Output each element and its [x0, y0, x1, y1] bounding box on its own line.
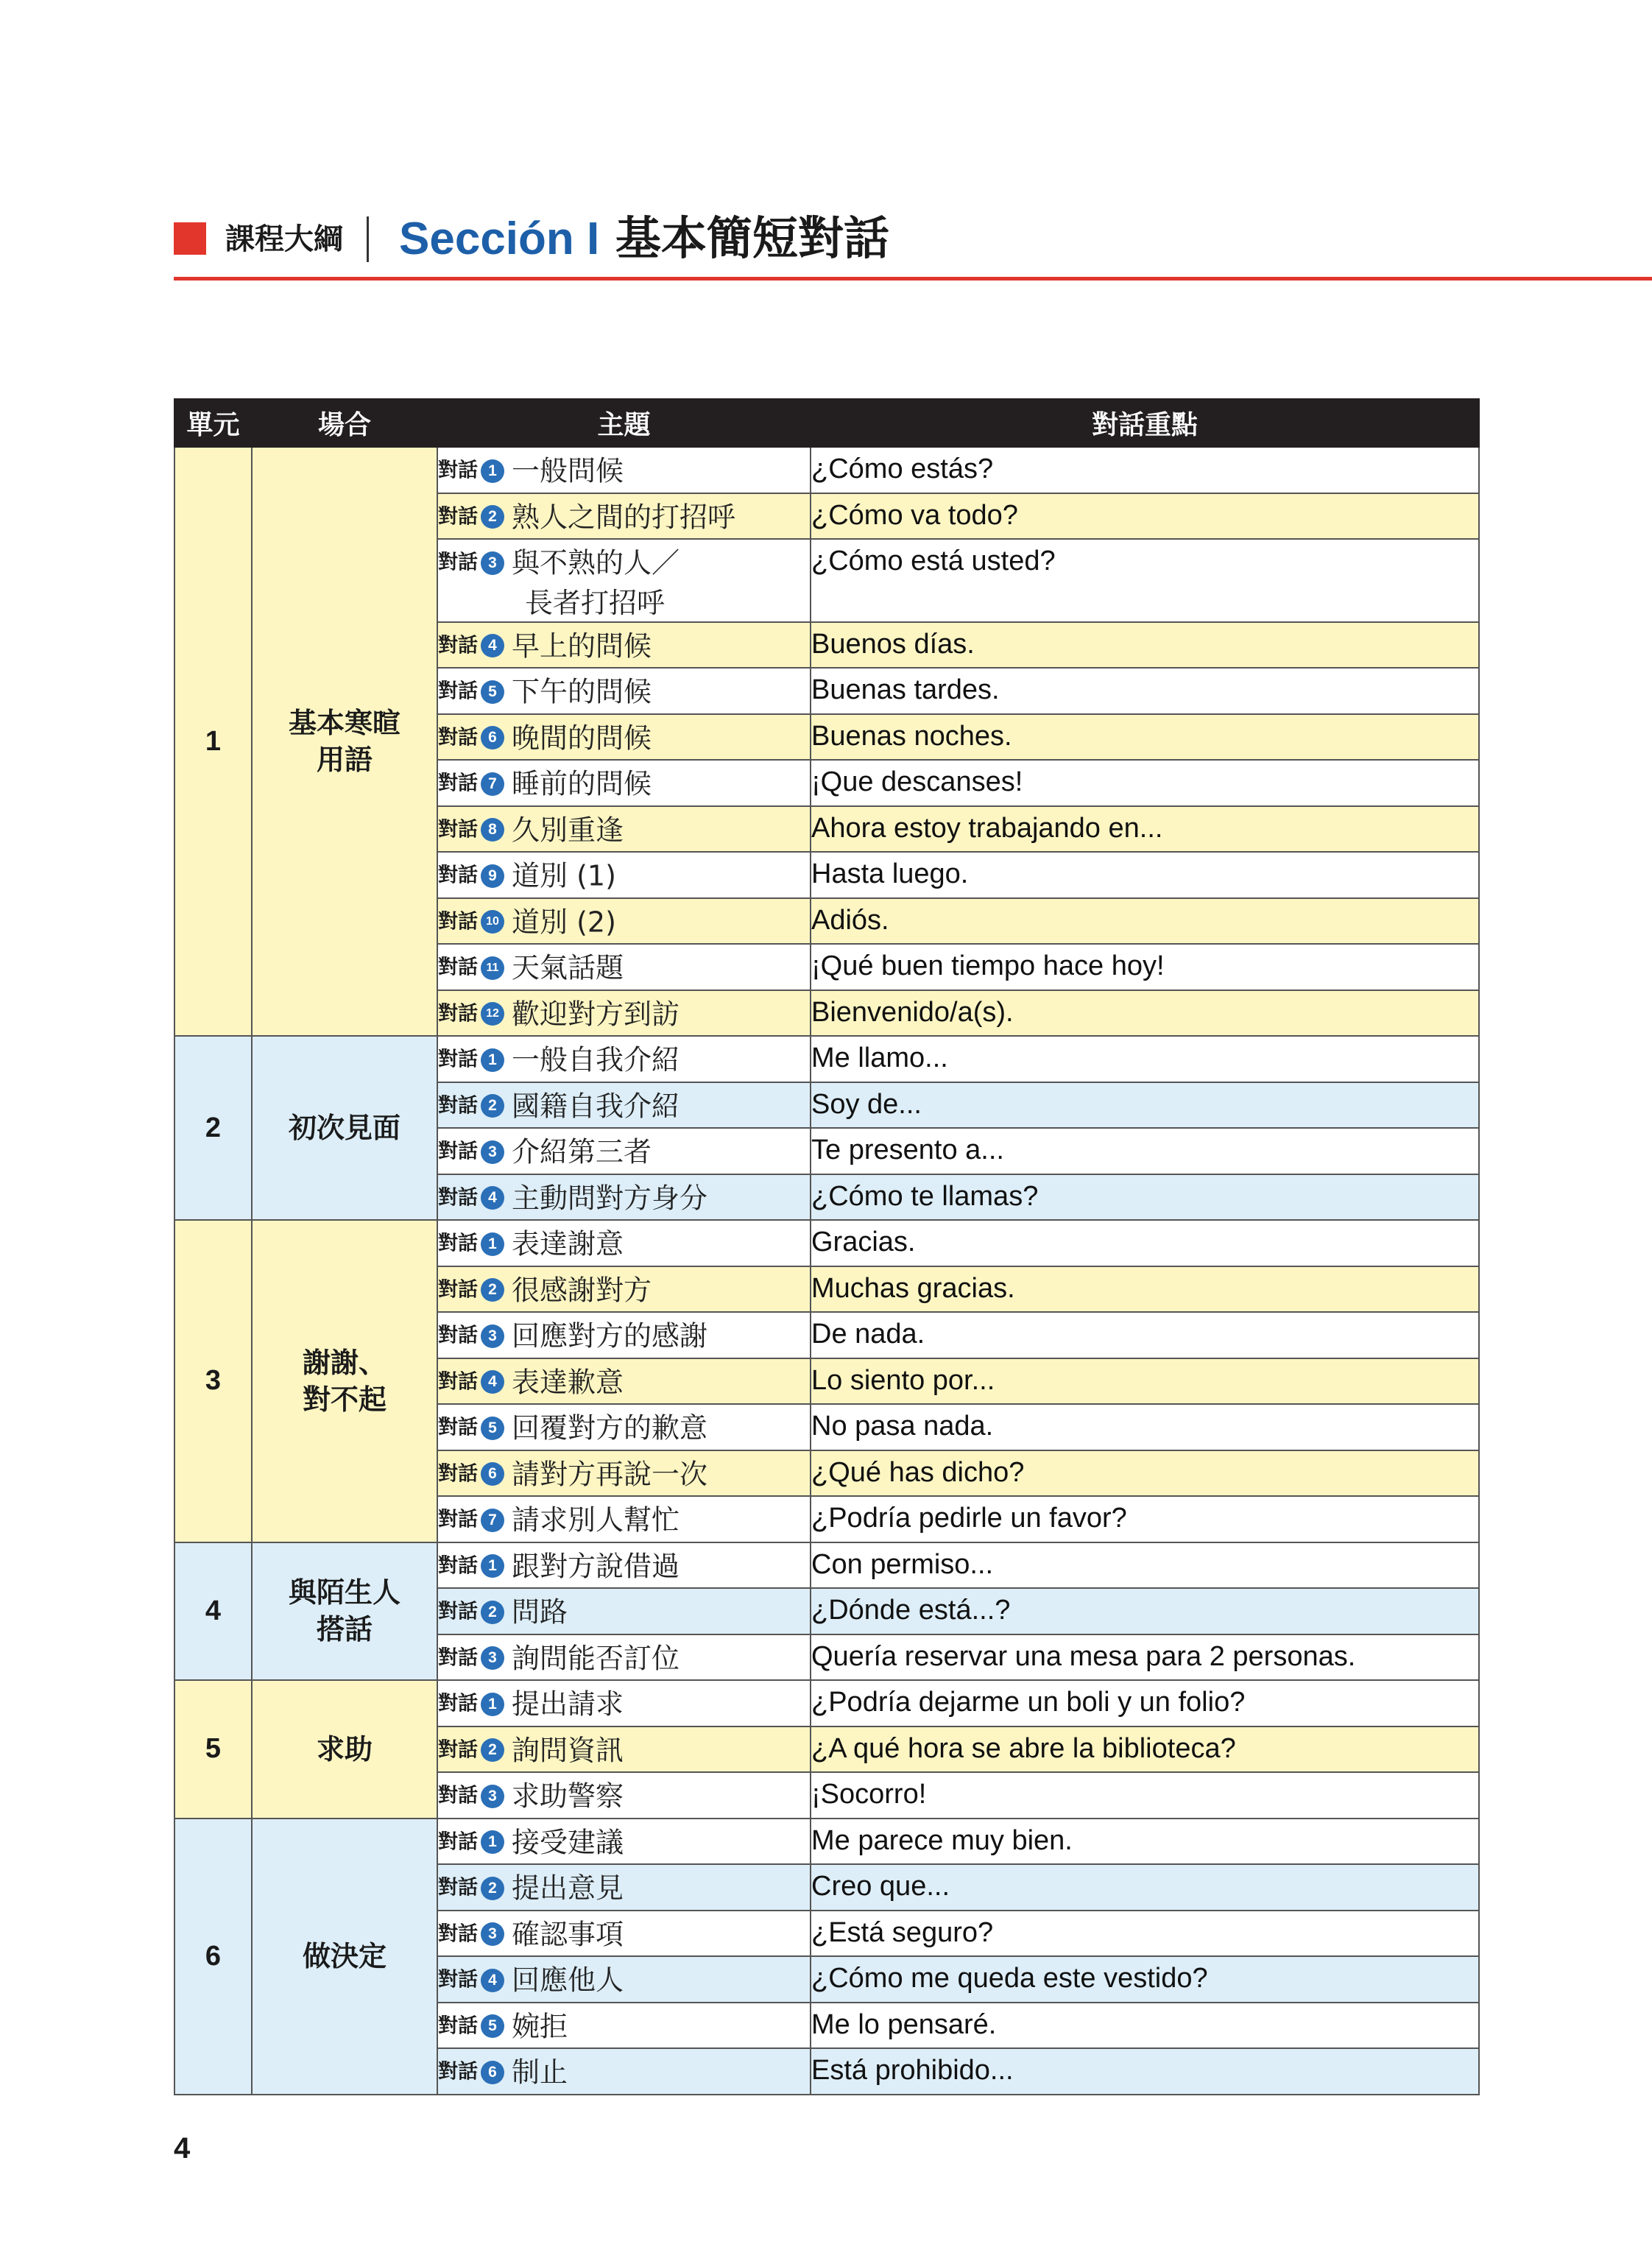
- red-square-marker: [174, 222, 206, 255]
- topic-text: 請求別人幫忙: [512, 1503, 680, 1537]
- occasion-line: 用語: [316, 744, 373, 776]
- topic-text: 回應對方的感謝: [512, 1319, 708, 1352]
- page-title: [399, 211, 889, 267]
- occasion-line: 與陌生人: [288, 1576, 400, 1609]
- key-phrase-cell: Lo siento por...: [811, 1358, 1479, 1405]
- key-phrase-cell: ¡Qué buen tiempo hace hoy!: [811, 944, 1479, 990]
- dialog-label: 對話: [438, 1416, 478, 1439]
- dialog-label: 對話: [438, 1508, 478, 1531]
- dialog-label: 對話: [438, 2014, 478, 2037]
- topic-text: 晚間的問候: [512, 722, 652, 754]
- dialog-number-badge: 8: [481, 818, 504, 842]
- table-row: [174, 1036, 1479, 1082]
- topic-cell: [437, 1864, 811, 1911]
- key-phrase-cell: De nada.: [811, 1312, 1479, 1358]
- key-phrase-cell: Gracias.: [811, 1220, 1479, 1266]
- header-key-phrase: 對話重點: [811, 399, 1479, 447]
- dialog-number-badge: 1: [481, 1048, 504, 1072]
- dialog-label: 對話: [438, 1738, 478, 1761]
- dialog-number-badge: 4: [481, 1370, 504, 1394]
- topic-cell: [437, 990, 811, 1037]
- header-divider: [367, 216, 369, 262]
- dialog-number-badge: 3: [481, 1922, 504, 1946]
- unit-number: 4: [174, 1542, 252, 1681]
- topic-text: 早上的問候: [512, 629, 652, 662]
- dialog-number-badge: 2: [481, 1877, 504, 1900]
- unit-number: 3: [174, 1220, 252, 1542]
- unit-number: 1: [174, 447, 252, 1036]
- dialog-number-badge: 1: [481, 1693, 504, 1716]
- topic-cell: [437, 898, 811, 945]
- dialog-label: 對話: [438, 1646, 478, 1669]
- dialog-label: 對話: [438, 1830, 478, 1853]
- topic-text: 天氣話題: [512, 951, 624, 984]
- dialog-number-badge: 5: [481, 680, 504, 704]
- topic-cell: [437, 1266, 811, 1313]
- unit-group-5: [174, 1680, 1479, 1819]
- dialog-number-badge: 7: [481, 772, 504, 796]
- dialog-number-badge: 3: [481, 1785, 504, 1808]
- topic-cell: [437, 760, 811, 806]
- topic-cell: [437, 714, 811, 761]
- dialog-number-badge: 1: [481, 1830, 504, 1854]
- occasion-line: 謝謝、: [302, 1346, 386, 1379]
- topic-cell: [437, 1128, 811, 1174]
- dialog-label: 對話: [438, 910, 478, 933]
- occasion-cell: [252, 447, 437, 1036]
- key-phrase-cell: ¿Cómo va todo?: [811, 493, 1479, 540]
- key-phrase-cell: Buenas tardes.: [811, 668, 1479, 714]
- topic-cell: [437, 1358, 811, 1405]
- topic-cell: [437, 1956, 811, 2003]
- key-phrase-cell: Ahora estoy trabajando en...: [811, 806, 1479, 853]
- topic-text: 與不熟的人／: [512, 546, 680, 579]
- course-outline-table: [174, 398, 1480, 2095]
- dialog-label: 對話: [438, 505, 478, 528]
- dialog-label: 對話: [438, 1278, 478, 1301]
- unit-group-6: [174, 1819, 1479, 2095]
- topic-cell: [437, 668, 811, 714]
- topic-text: 求助警察: [512, 1779, 624, 1813]
- unit-group-2: [174, 1036, 1479, 1220]
- dialog-label: 對話: [438, 1048, 478, 1071]
- dialog-number-badge: 6: [481, 2061, 504, 2084]
- table-row: [174, 1680, 1479, 1726]
- occasion-line: 搭話: [316, 1613, 373, 1646]
- dialog-label: 對話: [438, 1002, 478, 1025]
- occasion-line: 基本寒暄: [288, 707, 400, 739]
- topic-text: 一般問候: [512, 454, 624, 487]
- topic-cell: [437, 1911, 811, 1957]
- topic-cell: [437, 1404, 811, 1450]
- dialog-label: 對話: [438, 680, 478, 703]
- dialog-number-badge: 3: [481, 1140, 504, 1164]
- topic-text: 主動問對方身分: [512, 1182, 708, 1214]
- key-phrase-cell: ¿Podría pedirle un favor?: [811, 1496, 1479, 1542]
- topic-text: 問路: [512, 1595, 568, 1629]
- topic-cell: [437, 1082, 811, 1129]
- topic-text: 詢問能否訂位: [512, 1642, 680, 1674]
- dialog-number-badge: 4: [481, 1186, 504, 1210]
- dialog-label: 對話: [438, 864, 478, 887]
- occasion-cell: [252, 1542, 437, 1681]
- topic-text: 請對方再說一次: [512, 1458, 708, 1490]
- key-phrase-cell: ¿Cómo me queda este vestido?: [811, 1956, 1479, 2003]
- topic-text: 歡迎對方到訪: [512, 998, 680, 1030]
- dialog-number-badge: 9: [481, 864, 504, 888]
- unit-number: 5: [174, 1680, 252, 1819]
- table-row: [174, 1819, 1479, 1865]
- key-phrase-cell: ¿Dónde está...?: [811, 1588, 1479, 1634]
- topic-cell: [437, 1726, 811, 1773]
- topic-text: 婉拒: [512, 2010, 568, 2042]
- dialog-number-badge: 7: [481, 1509, 504, 1532]
- topic-text: 很感謝對方: [512, 1274, 652, 1306]
- key-phrase-cell: Bienvenido/a(s).: [811, 990, 1479, 1037]
- topic-cell: [437, 1819, 811, 1865]
- topic-cell: [437, 1772, 811, 1819]
- unit-number: 2: [174, 1036, 252, 1220]
- topic-cell: [437, 622, 811, 669]
- topic-text: 表達歉意: [512, 1366, 624, 1398]
- key-phrase-cell: ¿Cómo estás?: [811, 447, 1479, 493]
- dialog-number-badge: 4: [481, 634, 504, 657]
- title-chinese: 基本簡短對話: [615, 211, 889, 265]
- dialog-label: 對話: [438, 1324, 478, 1347]
- header-unit: 單元: [174, 399, 252, 447]
- key-phrase-cell: Soy de...: [811, 1082, 1479, 1129]
- topic-text: 睡前的問候: [512, 767, 652, 800]
- topic-cell: [437, 1036, 811, 1082]
- key-phrase-cell: Buenos días.: [811, 622, 1479, 669]
- topic-text: 確認事項: [512, 1918, 624, 1950]
- dialog-label: 對話: [438, 956, 478, 979]
- topic-text: 制止: [512, 2056, 568, 2089]
- topic-cell: [437, 539, 811, 622]
- dialog-label: 對話: [438, 726, 478, 749]
- topic-cell: [437, 852, 811, 898]
- key-phrase-cell: Hasta luego.: [811, 852, 1479, 898]
- topic-cell: [437, 1220, 811, 1266]
- dialog-label: 對話: [438, 1094, 478, 1117]
- dialog-label: 對話: [438, 818, 478, 841]
- occasion-line: 初次見面: [288, 1112, 400, 1144]
- dialog-number-badge: 2: [481, 505, 504, 529]
- topic-cell: [437, 2003, 811, 2049]
- dialog-label: 對話: [438, 1370, 478, 1393]
- key-phrase-cell: No pasa nada.: [811, 1404, 1479, 1450]
- key-phrase-cell: Buenas noches.: [811, 714, 1479, 761]
- header-topic: 主題: [437, 399, 811, 447]
- dialog-label: 對話: [438, 1140, 478, 1163]
- dialog-label: 對話: [438, 1554, 478, 1577]
- table-row: [174, 447, 1479, 493]
- unit-number: 6: [174, 1819, 252, 2095]
- key-phrase-cell: Quería reservar una mesa para 2 personas.: [811, 1634, 1479, 1681]
- dialog-number-badge: 3: [481, 1324, 504, 1348]
- dialog-number-badge: 2: [481, 1738, 504, 1762]
- topic-cell: [437, 1174, 811, 1221]
- table-row: [174, 1542, 1479, 1589]
- topic-text: 詢問資訊: [512, 1734, 624, 1766]
- topic-text: 表達謝意: [512, 1227, 624, 1260]
- dialog-number-badge: 2: [481, 1278, 504, 1302]
- topic-cell: [437, 1496, 811, 1542]
- table-row: [174, 1220, 1479, 1266]
- key-phrase-cell: ¿Cómo está usted?: [811, 539, 1479, 622]
- key-phrase-cell: ¡Que descanses!: [811, 760, 1479, 806]
- topic-cell: [437, 1450, 811, 1497]
- dialog-number-badge: 11: [481, 956, 504, 980]
- key-phrase-cell: ¿A qué hora se abre la biblioteca?: [811, 1726, 1479, 1773]
- key-phrase-cell: Adiós.: [811, 898, 1479, 945]
- dialog-label: 對話: [438, 1876, 478, 1900]
- dialog-number-badge: 1: [481, 1232, 504, 1256]
- dialog-label: 對話: [438, 1784, 478, 1807]
- dialog-number-badge: 4: [481, 1969, 504, 1992]
- topic-text: 回應他人: [512, 1964, 624, 1997]
- topic-text: 下午的問候: [512, 675, 652, 708]
- topic-cell: [437, 944, 811, 990]
- topic-cell: [437, 1542, 811, 1589]
- occasion-cell: [252, 1819, 437, 2095]
- key-phrase-cell: Me llamo...: [811, 1036, 1479, 1082]
- topic-cell: [437, 447, 811, 493]
- topic-text: 道別 (1): [512, 859, 616, 892]
- dialog-label: 對話: [438, 1922, 478, 1945]
- key-phrase-cell: Está prohibido...: [811, 2048, 1479, 2095]
- key-phrase-cell: ¡Socorro!: [811, 1772, 1479, 1819]
- dialog-number-badge: 10: [481, 910, 504, 934]
- topic-text: 介紹第三者: [512, 1135, 652, 1168]
- key-phrase-cell: ¿Podría dejarme un boli y un folio?: [811, 1680, 1479, 1726]
- dialog-label: 對話: [438, 1692, 478, 1715]
- topic-cell: [437, 1588, 811, 1634]
- topic-text: 接受建議: [512, 1826, 624, 1858]
- dialog-number-badge: 1: [481, 459, 504, 483]
- dialog-label: 對話: [438, 459, 478, 482]
- topic-cell: [437, 806, 811, 853]
- table-header-row: [174, 399, 1479, 447]
- occasion-cell: [252, 1680, 437, 1819]
- page-header: [174, 206, 1652, 272]
- dialog-label: 對話: [438, 772, 478, 795]
- occasion-line: 對不起: [302, 1383, 386, 1416]
- dialog-number-badge: 5: [481, 2014, 504, 2038]
- topic-text: 久別重逢: [512, 814, 624, 846]
- topic-cell: [437, 1680, 811, 1726]
- dialog-number-badge: 3: [481, 551, 504, 575]
- key-phrase-cell: ¿Qué has dicho?: [811, 1450, 1479, 1497]
- dialog-number-badge: 6: [481, 1462, 504, 1486]
- key-phrase-cell: Muchas gracias.: [811, 1266, 1479, 1313]
- topic-text: 跟對方說借過: [512, 1550, 680, 1582]
- topic-text: 道別 (2): [512, 906, 616, 938]
- section-label: 課程大綱: [225, 222, 343, 256]
- topic-text: 國籍自我介紹: [512, 1090, 680, 1122]
- header-occasion: 場合: [252, 399, 437, 447]
- topic-text: 提出請求: [512, 1687, 624, 1721]
- unit-group-1: [174, 447, 1479, 1036]
- occasion-cell: [252, 1036, 437, 1220]
- dialog-label: 對話: [438, 2060, 478, 2084]
- dialog-number-badge: 2: [481, 1601, 504, 1624]
- topic-cell: [437, 493, 811, 540]
- topic-text: 提出意見: [512, 1872, 624, 1905]
- dialog-number-badge: 2: [481, 1094, 504, 1118]
- topic-cell: [437, 1312, 811, 1358]
- dialog-label: 對話: [438, 1232, 478, 1255]
- topic-text-line2: 長者打招呼: [525, 586, 666, 619]
- dialog-label: 對話: [438, 1186, 478, 1209]
- topic-text: 回覆對方的歉意: [512, 1411, 708, 1445]
- dialog-number-badge: 12: [481, 1002, 504, 1026]
- unit-group-3: [174, 1220, 1479, 1542]
- key-phrase-cell: Me parece muy bien.: [811, 1819, 1479, 1865]
- topic-cell: [437, 1634, 811, 1681]
- header-rule: [174, 277, 1652, 281]
- title-spanish: Sección I: [399, 214, 600, 264]
- key-phrase-cell: Me lo pensaré.: [811, 2003, 1479, 2049]
- key-phrase-cell: ¿Cómo te llamas?: [811, 1174, 1479, 1221]
- key-phrase-cell: Con permiso...: [811, 1542, 1479, 1589]
- occasion-line: 做決定: [302, 1940, 386, 1972]
- dialog-label: 對話: [438, 1968, 478, 1992]
- topic-text: 熟人之間的打招呼: [512, 501, 736, 533]
- occasion-cell: [252, 1220, 437, 1542]
- dialog-number-badge: 6: [481, 726, 504, 749]
- key-phrase-cell: Creo que...: [811, 1864, 1479, 1911]
- topic-text: 一般自我介紹: [512, 1043, 680, 1076]
- dialog-label: 對話: [438, 634, 478, 657]
- dialog-number-badge: 3: [481, 1646, 504, 1670]
- dialog-label: 對話: [438, 551, 478, 574]
- key-phrase-cell: Te presento a...: [811, 1128, 1479, 1174]
- dialog-number-badge: 1: [481, 1554, 504, 1578]
- page-number: 4: [174, 2132, 191, 2165]
- dialog-number-badge: 5: [481, 1417, 504, 1440]
- topic-cell: [437, 2048, 811, 2095]
- dialog-label: 對話: [438, 1600, 478, 1623]
- dialog-label: 對話: [438, 1462, 478, 1485]
- key-phrase-cell: ¿Está seguro?: [811, 1911, 1479, 1957]
- unit-group-4: [174, 1542, 1479, 1681]
- occasion-line: 求助: [316, 1732, 373, 1766]
